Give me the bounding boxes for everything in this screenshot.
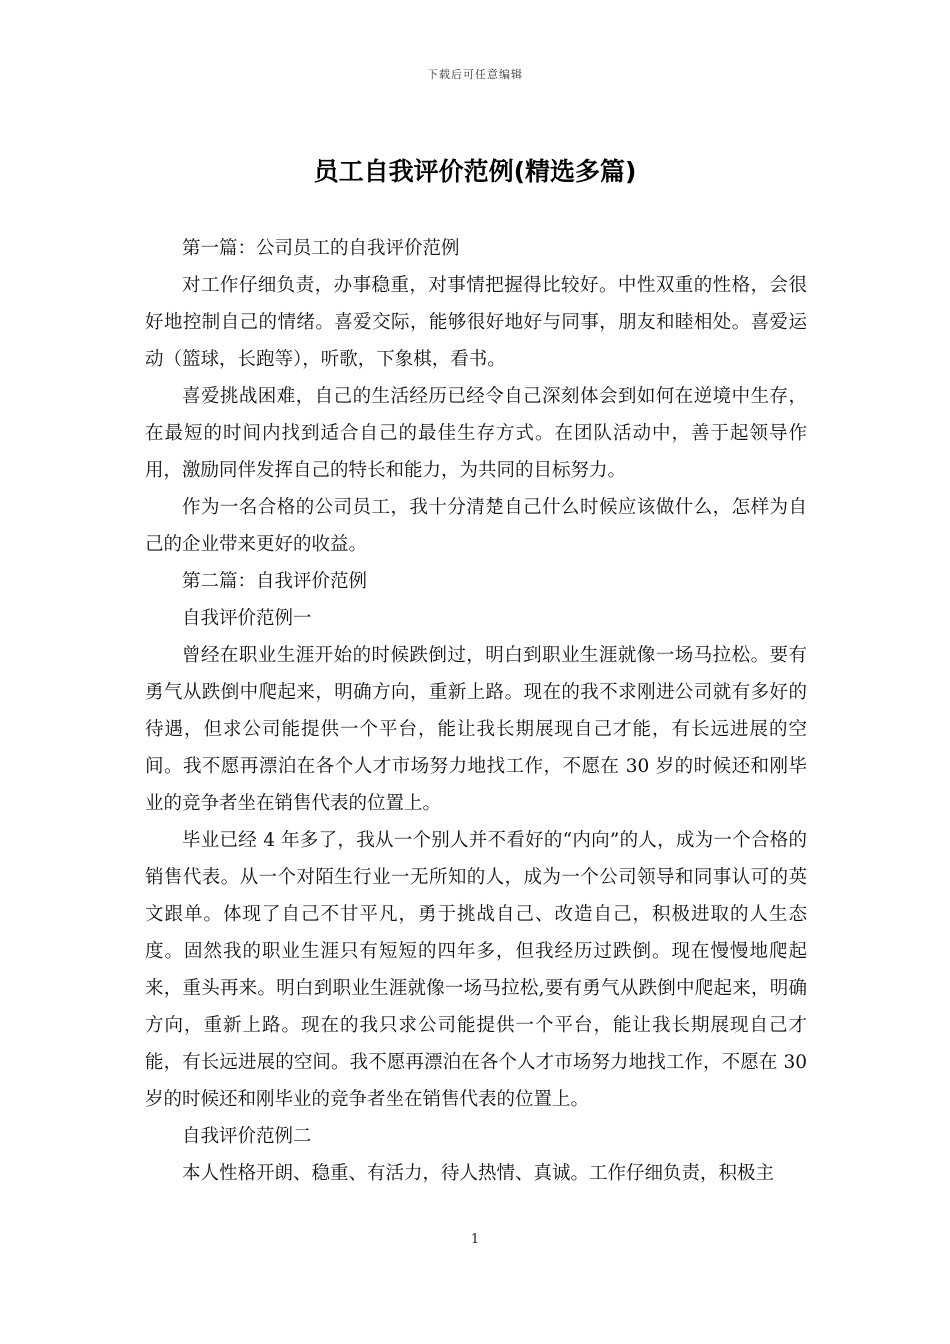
document-body <box>145 230 807 1192</box>
paragraph: 对工作仔细负责，办事稳重，对事情把握得比较好。中性双重的性格，会很好地控制自己的情绪。喜爱交际，能够很好地好与同事，朋友和睦相处。喜爱运动（篮球，长跑等），听歌，下象棋，看书。 <box>145 275 807 370</box>
subheading-example-1: 自我评价范例一 <box>182 608 312 629</box>
paragraph: 喜爱挑战困难，自己的生活经历已经令自己深刻体会到如何在逆境中生存，在最短的时间内找到适合自己的最佳生存方式。在团队活动中，善于起领导作用，激励同伴发挥自己的特长和能力，为共同的目标努力。 <box>145 386 807 481</box>
paragraph: 作为一名合格的公司员工，我十分清楚自己什么时候应该做什么，怎样为自己的企业带来更好的收益。 <box>145 497 807 555</box>
section-heading-2: 第二篇：自我评价范例 <box>182 571 368 592</box>
page-number: 1 <box>470 1232 480 1247</box>
document-title: 员工自我评价范例(精选多篇) <box>313 157 637 186</box>
paragraph: 曾经在职业生涯开始的时候跌倒过，明白到职业生涯就像一场马拉松。要有勇气从跌倒中爬起来，明确方向，重新上路。现在的我不求刚进公司就有多好的待遇，但求公司能提供一个平台，能让我长期展现自己才能，有长远进展的空间。我不愿再漂泊在各个人才市场努力地找工作，不愿在 30 岁的时候还和刚毕业的竞争者坐在销售代表的位置上。 <box>145 645 807 814</box>
paragraph: 本人性格开朗、稳重、有活力，待人热情、真诚。工作仔细负责，积极主 <box>182 1163 775 1184</box>
section-heading-1: 第一篇：公司员工的自我评价范例 <box>182 238 460 259</box>
header-note: 下载后可任意编辑 <box>427 68 523 81</box>
subheading-example-2: 自我评价范例二 <box>182 1126 312 1147</box>
paragraph: 毕业已经 4 年多了，我从一个别人并不看好的“内向”的人，成为一个合格的销售代表。从一个对陌生行业一无所知的人，成为一个公司领导和同事认可的英文跟单。体现了自己不甘平凡，勇于挑战自己、改造自己，积极进取的人生态度。固然我的职业生涯只有短短的四年多，但我经历过跌倒。现在慢慢地爬起来，重头再来。明白到职业生涯就像一场马拉松,要有勇气从跌倒中爬起来，明确方向，重新上路。现在的我只求公司能提供一个平台，能让我长期展现自己才能，有长远进展的空间。我不愿再漂泊在各个人才市场努力地找工作，不愿在 30 岁的时候还和刚毕业的竞争者坐在销售代表的位置上。 <box>145 830 807 1110</box>
